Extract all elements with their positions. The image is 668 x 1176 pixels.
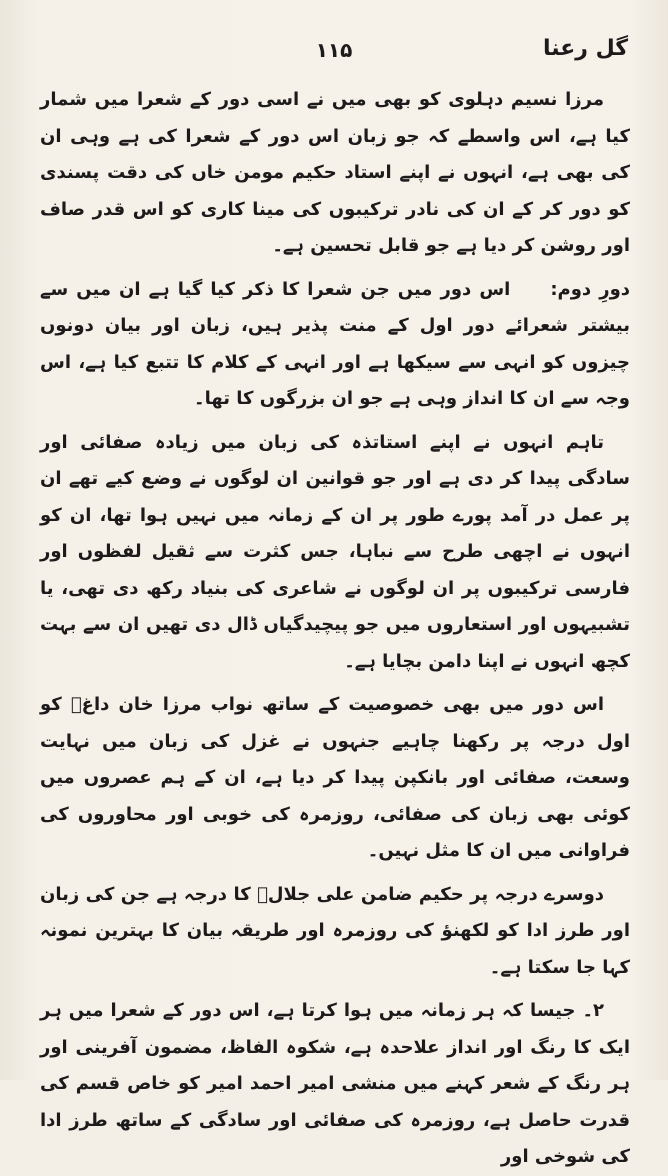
paragraph-3 [40,425,630,681]
paragraph-text: مرزا نسیم دہلوی کو بھی میں نے اسی دور کے شعرا میں شمار کیا ہے، اس واسطے کہ جو زبان اس دور کے شعرا کی ہے وہی ان کی بھی ہے، انہوں نے اپنے استاد حکیم مومن خاں کی دقت پسندی کو دور کر کے ان کی نادر ترکیبوں کی مینا کاری کو اس قدر صاف اور روشن کر دیا ہے جو قابل تحسین ہے۔ [40,89,630,256]
paragraph-text: اس دور میں جن شعرا کا ذکر کیا گیا ہے ان میں سے بیشتر شعرائے دور اول کے منت پذیر ہیں، زبان اور بیان دونوں چیزوں کو انہی سے سیکھا ہے اور انہی کے کلام کا تتبع کیا ہے، اس وجہ سے ان کا انداز وہی ہے جو ان بزرگوں کا تھا۔ [40,278,630,409]
page-body [40,82,630,1176]
paragraph-1 [40,82,630,265]
page-number: ۱۱۵ [315,38,353,62]
paragraph-4 [40,687,630,870]
paragraph-6 [40,993,630,1176]
paragraph-text: اس دور میں بھی خصوصیت کے ساتھ نواب مرزا خان داغؔ کو اول درجہ پر رکھنا چاہیے جنہوں نے غزل کی زبان میں نہایت وسعت، صفائی اور بانکپن پیدا کر دیا ہے، ان کے ہم عصروں میں کوئی بھی زبان کی صفائی، روزمرہ کی خوبی اور محاوروں کی فراوانی میں ان کا مثل نہیں۔ [40,694,630,861]
page-header [40,36,628,68]
paragraph-text: ۲۔ جیسا کہ ہر زمانہ میں ہوا کرتا ہے، اس دور کے شعرا میں ہر ایک کا رنگ اور انداز علاحدہ ہے، شکوہ الفاظ، مضمون آفرینی اور ہر رنگ کے شعر کہنے میں منشی امیر احمد امیر کو خاص قسم کی قدرت حاصل ہے، روزمرہ کی صفائی اور سادگی کے ساتھ طرز ادا کی شوخی اور [40,1000,630,1167]
section-label: دورِ دوم: [550,278,630,300]
paragraph-text: تاہم انہوں نے اپنے استاتذہ کی زبان میں زیادہ صفائی اور سادگی پیدا کر دی ہے اور جو قوانین ان لوگوں نے وضع کیے تھے ان پر عمل در آمد پورے طور پر ان کے زمانہ میں نہیں ہوا تھا، ان کو انہوں نے اچھی طرح سے نباہا، جس کثرت سے ثقیل لفظوں اور فارسی ترکیبوں پر ان لوگوں نے شاعری کی بنیاد رکھ دی تھی، یا تشبیہوں اور استعاروں میں جو پیچیدگیاں ڈال دی تھیں ان سے بہت کچھ انہوں نے اپنا دامن بچایا ہے۔ [40,431,630,672]
paragraph-text: دوسرے درجہ پر حکیم ضامن علی جلالؔ کا درجہ ہے جن کی زبان اور طرز ادا کو لکھنؤ کی روزمرہ اور طریقہ بیان کا بہترین نمونہ کہا جا سکتا ہے۔ [40,883,630,978]
paragraph-2 [40,272,630,418]
paragraph-5 [40,877,630,987]
running-title: گل رعنا [542,36,628,61]
